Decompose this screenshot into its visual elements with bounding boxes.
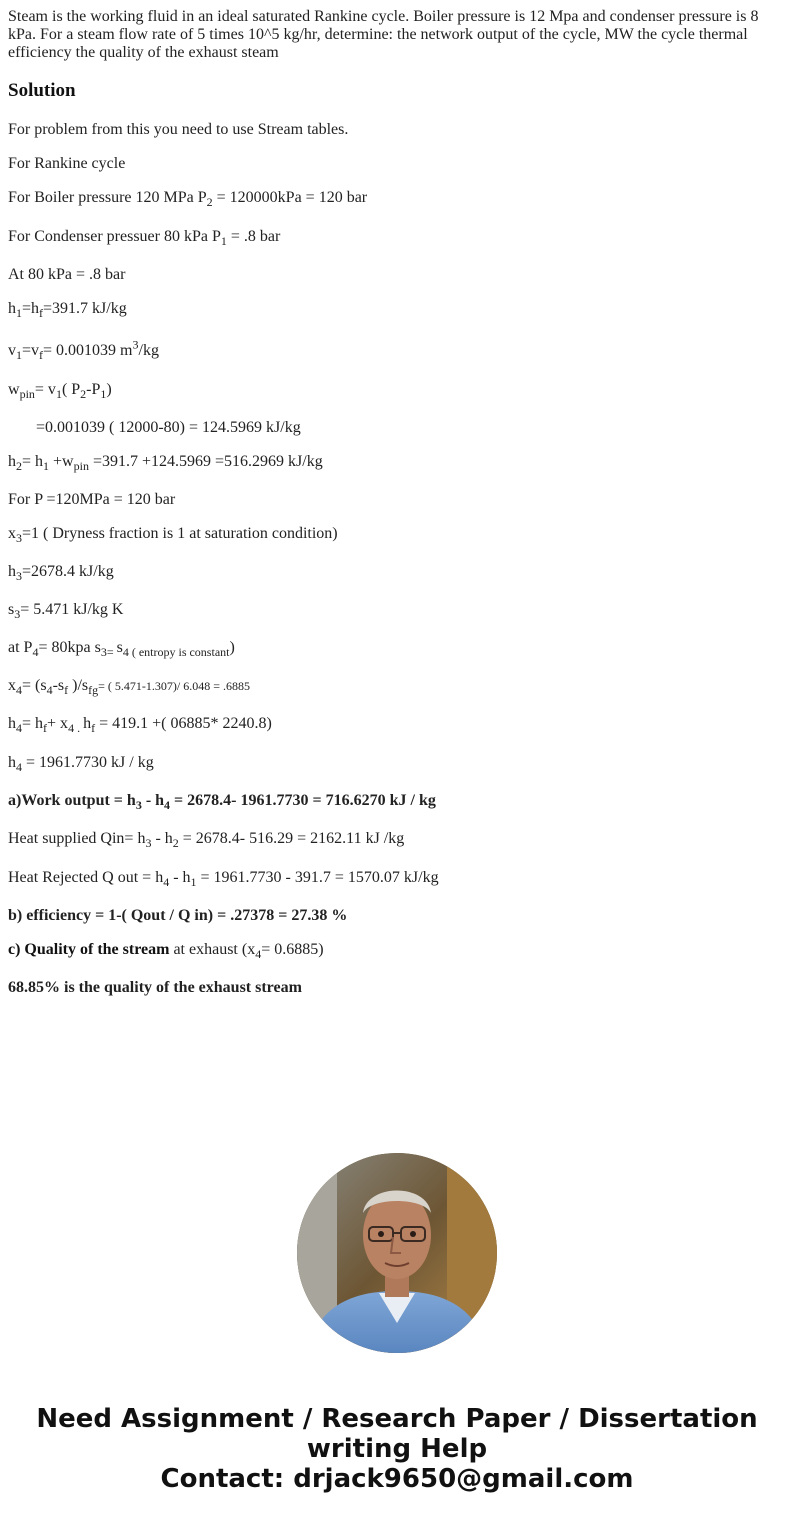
line-at-80kpa: At 80 kPa = .8 bar <box>8 266 126 283</box>
line-boiler-pressure: For Boiler pressure 120 MPa $P_2 = 120000kPa = 120$ bar <box>8 189 368 210</box>
line-h4-formula: $h_4= h_f+ x_{4 .}$ $h_f = 419.1$ +( 06885* 2240.8) <box>8 715 272 736</box>
avatar <box>297 1153 497 1353</box>
line-p4: at $P_4= 80kpa$ $s_{3=}$ $s_{4 ( entropy is constant}$) <box>8 639 235 660</box>
solution-heading: Solution <box>8 80 76 101</box>
person-photo-icon <box>297 1153 497 1353</box>
line-h1: $h_1=h_f=391.7$ kJ/kg <box>8 300 127 321</box>
question-text: Steam is the working fluid in an ideal saturated Rankine cycle. Boiler pressure is 12 Mpa and condenser pressure is 8 kPa. For a steam flow rate of 5 times 10^5 kg/hr, determine: the network output of the cycle, MW the cycle thermal efficiency the quality of the exhaust steam <box>8 8 759 61</box>
line-heat-rejected: Heat Rejected Q out = $h_4 - h_1 = 1961.7730 - 391.7 = 1570.07$ kJ/kg <box>8 869 439 890</box>
footer-contact: Contact: drjack9650@gmail.com <box>160 1464 634 1494</box>
line-h2: $h_2= h_1 +w_{pin} =391.7 +124.5969 =516.2969$ kJ/kg <box>8 453 323 474</box>
line-wpin: $w_{pin}= v_1$( $P_2-P_1$) <box>8 381 112 402</box>
line-wpin-value: =0.001039 ( 12000-80) = 124.5969 kJ/kg <box>36 419 301 436</box>
line-work-output: a)Work output = $h_3 - h_4 = 2678.4-$ 1961.7730 = 716.6270 kJ / kg <box>8 792 436 813</box>
line-h3: $h_3=2678.4$ kJ/kg <box>8 563 114 584</box>
line-heat-supplied: Heat supplied $Qin= h_3 - h_2 = 2678.4-$ 516.29 = 2162.11 kJ /kg <box>8 830 405 851</box>
footer-banner <box>0 1404 794 1494</box>
footer-line-2: writing Help <box>306 1434 488 1464</box>
line-v1: $v_1=v_f= 0.001039$ $m^3/kg$ <box>8 337 159 363</box>
line-rankine: For Rankine cycle <box>8 155 126 172</box>
line-efficiency: b) efficiency = 1-( Qout / Q in) = .27378 = 27.38 % <box>8 907 348 924</box>
line-x4: $x_4= (s_4-s_f$ )$/s_{fg}=$ ( 5.471-1.307)/ 6.048 = .6885 <box>8 677 250 698</box>
line-x3: $x_3=1$ ( Dryness fraction is 1 at saturation condition) <box>8 525 338 546</box>
line-condenser-pressure: For Condenser pressuer 80 kPa $P_1 = .8$ bar <box>8 228 281 249</box>
footer-line-1: Need Assignment / Research Paper / Dissertation <box>36 1404 758 1434</box>
line-h4-value: $h_4 = 1961.7730$ kJ / kg <box>8 754 154 775</box>
line-quality: c) Quality of the stream at exhaust $(x_4= 0.6885)$ <box>8 941 324 962</box>
line-s3: $s_3= 5.471$ kJ/kg K <box>8 601 124 622</box>
line-steam-tables: For problem from this you need to use Stream tables. <box>8 121 349 138</box>
document <box>8 0 786 102</box>
line-quality-result: 68.85% is the quality of the exhaust stream <box>8 979 302 996</box>
line-p-120: For P =120MPa = 120 bar <box>8 491 176 508</box>
